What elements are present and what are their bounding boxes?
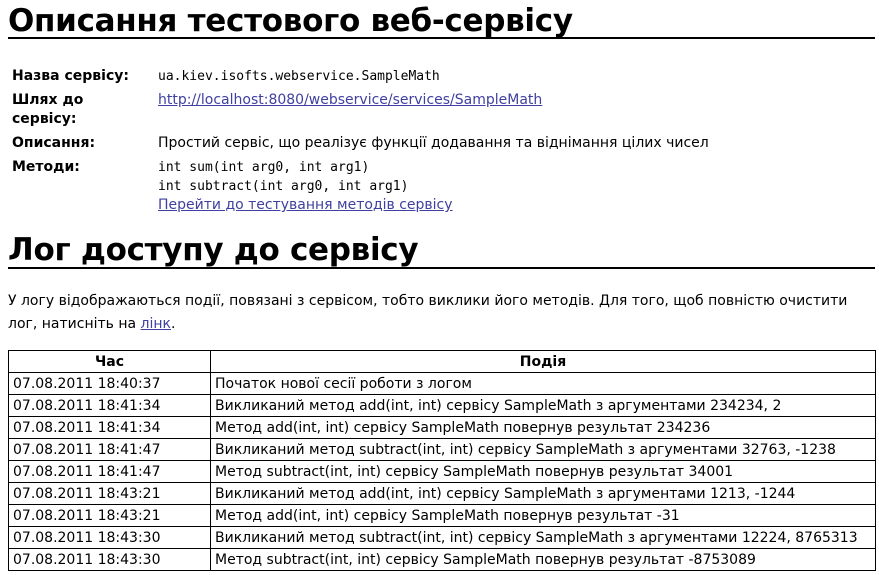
service-name-label: Назва сервісу:: [12, 68, 129, 84]
log-time: 07.08.2011 18:43:30: [9, 549, 211, 571]
log-title-divider: [8, 267, 875, 269]
log-time: 07.08.2011 18:41:34: [9, 417, 211, 439]
title-divider: [8, 37, 875, 39]
method-subtract: int subtract(int arg0, int arg1): [158, 179, 409, 194]
table-row: [9, 549, 876, 571]
log-intro-text: [8, 290, 868, 336]
table-row: [9, 417, 876, 439]
service-desc-value: Простий сервіс, що реалізує функції додавання та віднімання цілих чисел: [158, 135, 709, 151]
service-name-value: ua.kiev.isofts.webservice.SampleMath: [158, 69, 440, 84]
log-time: 07.08.2011 18:43:21: [9, 505, 211, 527]
service-name-row: [11, 66, 711, 88]
log-event: Викликаний метод add(int, int) сервісу SampleMath з аргументами 1213, -1244: [211, 483, 876, 505]
test-methods-link[interactable]: Перейти до тестування методів сервісу: [158, 197, 453, 213]
log-time: 07.08.2011 18:40:37: [9, 373, 211, 395]
table-row: [9, 439, 876, 461]
log-event: Викликаний метод subtract(int, int) сервісу SampleMath з аргументами 12224, 8765313: [211, 527, 876, 549]
log-event: Метод add(int, int) сервісу SampleMath повернув результат 234236: [211, 417, 876, 439]
page-title: Описання тестового веб-сервісу: [8, 3, 573, 39]
table-row: [9, 461, 876, 483]
log-event: Викликаний метод add(int, int) сервісу SampleMath з аргументами 234234, 2: [211, 395, 876, 417]
log-event: Початок нової сесії роботи з логом: [211, 373, 876, 395]
log-event: Метод add(int, int) сервісу SampleMath повернув результат -31: [211, 505, 876, 527]
log-table: [8, 350, 876, 571]
table-row: [9, 373, 876, 395]
col-event-header: Подія: [211, 351, 876, 373]
log-event: Викликаний метод subtract(int, int) сервісу SampleMath з аргументами 32763, -1238: [211, 439, 876, 461]
service-desc-label: Описання:: [12, 135, 96, 151]
col-time-header: Час: [9, 351, 211, 373]
service-path-link[interactable]: http://localhost:8080/webservice/services/SampleMath: [158, 92, 543, 108]
log-time: 07.08.2011 18:41:34: [9, 395, 211, 417]
table-row: [9, 395, 876, 417]
service-path-row: [11, 90, 711, 131]
log-time: 07.08.2011 18:41:47: [9, 439, 211, 461]
intro-text-end: .: [171, 316, 176, 332]
log-time: 07.08.2011 18:43:21: [9, 483, 211, 505]
log-event: Метод subtract(int, int) сервісу SampleMath повернув результат 34001: [211, 461, 876, 483]
log-time: 07.08.2011 18:41:47: [9, 461, 211, 483]
log-time: 07.08.2011 18:43:30: [9, 527, 211, 549]
intro-text: У логу відображаються події, повязані з сервісом, тобто виклики його методів. Для того, щоб повністю очистити лог, натисніть на: [8, 293, 848, 332]
service-desc-row: [11, 133, 711, 155]
log-section-title: Лог доступу до сервісу: [8, 232, 419, 268]
service-info-table: [8, 64, 714, 219]
clear-log-link[interactable]: лінк: [140, 316, 171, 332]
table-row: [9, 505, 876, 527]
log-event: Метод subtract(int, int) сервісу SampleMath повернув результат -8753089: [211, 549, 876, 571]
method-sum: int sum(int arg0, int arg1): [158, 160, 370, 175]
table-row: [9, 483, 876, 505]
service-path-label: Шлях до сервісу:: [12, 92, 84, 127]
service-methods-label: Методи:: [12, 159, 80, 175]
service-methods-row: [11, 157, 711, 217]
log-header-row: [9, 351, 876, 373]
table-row: [9, 527, 876, 549]
